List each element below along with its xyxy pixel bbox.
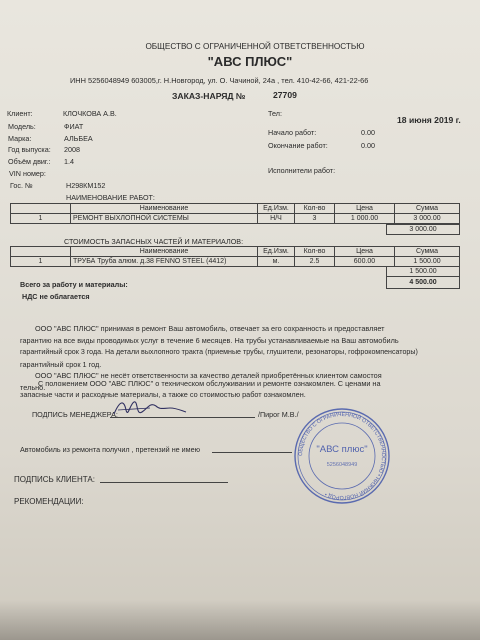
table-cell: 3 000.00: [395, 214, 460, 224]
table-cell: Кол-во: [295, 247, 335, 257]
table-cell: Ед.Изм.: [258, 247, 295, 257]
works-total-box: [386, 224, 460, 235]
table-header-row: [11, 247, 460, 257]
year-label: Год выпуска:: [8, 145, 51, 154]
terms-line: гарантийный срок 3 года. На детали выхлопного тракта (приемные трубы, глушители, резонаторы, гофрокомпенсаторы): [20, 348, 418, 356]
terms-line: гарантию на все виды проводимых услуг в течение 6 месяцев. На трубы устанавливаемые на Ваш автомобиль: [20, 336, 399, 345]
table-row: [11, 214, 460, 224]
works-table: [10, 203, 460, 224]
brand-label: Марка:: [8, 134, 32, 143]
org-title: ОБЩЕСТВО С ОГРАНИЧЕННОЙ ОТВЕТСТВЕННОСТЬЮ: [145, 42, 365, 51]
table-cell: ТРУБА Труба алюм. д.38 FENNO STEEL (4412): [71, 257, 258, 267]
terms-line: запасные части и расходные материалы, а также со стоимостью работ ознакомлен.: [20, 390, 306, 399]
table-cell: 1: [11, 257, 71, 267]
table-row: [11, 257, 460, 267]
order-title: ЗАКАЗ-НАРЯД №: [172, 91, 246, 101]
client-label: Клиент:: [7, 109, 33, 118]
start-label: Начало работ:: [268, 128, 317, 137]
bottom-shadow: [0, 600, 480, 640]
client-name: КЛОЧКОВА А.В.: [63, 109, 117, 118]
table-cell: Наименование: [71, 204, 258, 214]
gos-value: Н298КМ152: [66, 181, 106, 190]
company-details: ИНН 5256048949 603005,г. Н.Новгород, ул. О. Чачиной, 24а , тел. 410-42-66, 421-22-66: [70, 76, 369, 85]
terms-line: С положением ООО "АВС ПЛЮС" о техническом обслуживании и ремонте ознакомлен. С ценами на: [38, 379, 381, 388]
table-cell: Н/Ч: [258, 214, 295, 224]
parts-total-box: [386, 266, 460, 289]
order-date: 18 июня 2019 г.: [397, 115, 461, 125]
stamp-inn: 5256048949: [326, 462, 358, 468]
table-cell: [11, 204, 71, 214]
table-cell: Цена: [335, 247, 395, 257]
parts-title: СТОИМОСТЬ ЗАПАСНЫХ ЧАСТЕЙ И МАТЕРИАЛОВ:: [64, 237, 244, 246]
manager-name: /Пирог М.В./: [258, 410, 299, 419]
table-cell: Кол-во: [295, 204, 335, 214]
manager-sign-label: ПОДПИСЬ МЕНЕДЖЕРА:: [32, 410, 118, 419]
table-cell: 600.00: [335, 257, 395, 267]
stamp-center-text: "АВС плюс": [316, 444, 368, 455]
end-value: 0.00: [361, 141, 375, 150]
recommendations-label: РЕКОМЕНДАЦИИ:: [14, 497, 84, 506]
end-label: Окончание работ:: [268, 141, 328, 150]
model-value: ФИАТ: [64, 122, 84, 131]
table-cell: Ед.Изм.: [258, 204, 295, 214]
brand-value: АЛЬБЕА: [64, 134, 93, 143]
manager-signature: [110, 396, 190, 422]
table-cell: Наименование: [71, 247, 258, 257]
gos-label: Гос. №: [10, 181, 33, 190]
table-cell: 3: [295, 214, 335, 224]
table-cell: Цена: [335, 204, 395, 214]
year-value: 2008: [64, 145, 80, 154]
table-cell: 1 000.00: [335, 214, 395, 224]
works-title: НАИМЕНОВАНИЕ РАБОТ:: [66, 193, 155, 202]
vat-label: НДС не облагается: [22, 292, 90, 301]
table-header-row: [11, 204, 460, 214]
engine-value: 1.4: [64, 157, 74, 166]
received-text: Автомобиль из ремонта получил , претензий не имею: [20, 445, 201, 454]
executors-label: Исполнители работ:: [268, 166, 336, 175]
terms-line: ООО "АВС ПЛЮС" не несёт ответственности за качество деталей приобретённых клиентом самостоя: [35, 371, 382, 380]
table-cell: [11, 247, 71, 257]
client-sign-label: ПОДПИСЬ КЛИЕНТА:: [14, 475, 95, 484]
parts-total: 1 500.00: [387, 267, 460, 277]
grand-total: 4 500.00: [387, 277, 460, 289]
table-cell: м.: [258, 257, 295, 267]
table-cell: РЕМОНТ ВЫХЛОПНОЙ СИСТЕМЫ: [71, 214, 258, 224]
parts-table: [10, 246, 460, 267]
tel-label: Тел:: [268, 109, 282, 118]
table-cell: 1: [11, 214, 71, 224]
summary-label: Всего за работу и материалы:: [20, 280, 128, 289]
engine-label: Объём двиг.:: [8, 157, 51, 166]
table-cell: 1 500.00: [395, 257, 460, 267]
terms-line: ООО "АВС ПЛЮС" принимая в ремонт Ваш автомобиль, отвечает за его сохранность и предоставляет: [35, 324, 385, 333]
company-name: "АВС ПЛЮС": [207, 54, 293, 69]
table-cell: Сумма: [395, 247, 460, 257]
order-number: 27709: [273, 90, 297, 100]
client-sign-line: [100, 482, 228, 483]
model-label: Модель:: [8, 122, 36, 131]
works-total: 3 000.00: [387, 225, 460, 235]
stamp-ring-text: ОБЩЕСТВО С ОГРАНИЧЕННОЙ ОТВЕТСТВЕННОСТЬЮ • НИЖНИЙ НОВГОРОД •: [297, 411, 387, 501]
received-sign-line: [212, 452, 292, 453]
table-cell: Сумма: [395, 204, 460, 214]
company-stamp: [292, 406, 392, 506]
terms-line: гарантийный срок 1 год.: [20, 360, 102, 369]
table-cell: 2.5: [295, 257, 335, 267]
vin-label: VIN номер:: [9, 169, 46, 178]
start-value: 0.00: [361, 128, 375, 137]
terms-line: тельно.: [20, 383, 46, 392]
